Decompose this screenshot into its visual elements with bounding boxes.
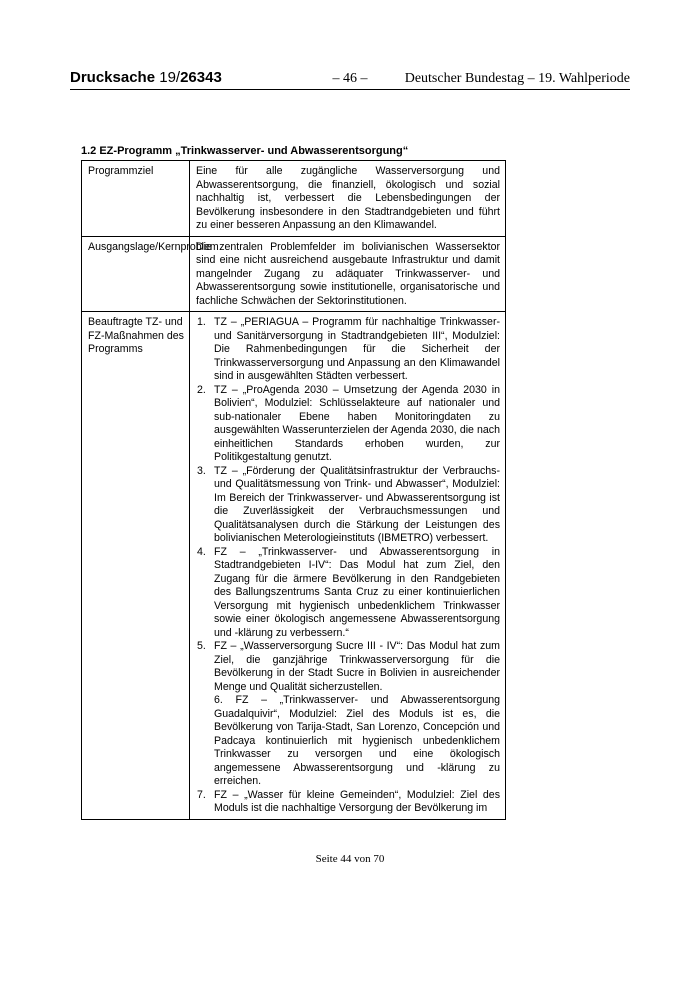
item-number: 5. [197,640,206,652]
list-item [196,640,500,789]
table-row [82,312,506,820]
item-text: FZ – „Wasserversorgung Sucre III - IV“: Das Modul hat zum Ziel, die ganzjährige Trinkwasserversorgung für die Bevölkerung in der Stadt Sucre in Bolivien in ausreichender Menge und Qualität sicherzustellen. [214,640,500,693]
drucksache-number [70,69,222,86]
item-text: TZ – „PERIAGUA – Programm für nachhaltige Trinkwasser- und Sanitärversorgung in Stadtrandgebieten III“, Modulziel: Die Rahmenbedingungen für die Sicherheit der Trinkwasserversorgung und Anpassung an den Klimawandel sind in ausgewählten Städten verbessert. [214,316,500,382]
row-text: Eine für alle zugängliche Wasserversorgung und Abwasserentsorgung, die finanziell, ökologisch und sozial nachhaltig ist, verbessert die Lebensbedingungen der Bevölkerung insbesondere in den Stadtrandgebieten und führt zu einer besseren Anpassung an den Klimawandel. [190,161,506,237]
measures-cell [190,312,506,820]
doc-number: 26343 [180,69,222,86]
item-number: 2. [197,383,206,396]
item-text-continued: 6. FZ – „Trinkwasserver- und Abwasserentsorgung Guadalquivir“, Modulziel: Ziel des Moduls ist es, die Bevölkerung von Tarija-Stadt, San Lorenzo, Concepción und Padcaya kontinuierlich mit hygienisch unbedenklichem Trinkwasser zu versorgen und eine ökologisch angemessene Abwasserentsorgung und -klärung zu erreichen. [214,694,500,787]
parliament-label: Deutscher Bundestag – 19. Wahlperiode [404,71,630,86]
item-text: FZ – „Trinkwasserver- und Abwasserentsorgung in Stadtrandgebieten I-IV“: Das Modul hat zum Ziel, den Zugang für die ärmere Bevölkerung in den Randgebieten des Ballungszentrums Santa Cruz zu einer kontinuierlichen Versorgung mit hygienisch unbedenklichem Trinkwasser sowie einer ökologisch angemessene Abwasserentsorgung und -klärung zu verbessern.“ [214,545,500,639]
item-number: 1. [197,316,206,328]
table-row [82,236,506,312]
list-item [196,465,500,546]
item-text: TZ – „Förderung der Qualitätsinfrastruktur der Verbrauchs- und Qualitätsmessung von Trink- und Abwasser“, Modulziel: Im Bereich der Trinkwasserver- und Abwasserentsorgung ist die Zuverlässigkeit der Verbrauchsmessungen und Qualitätsanalysen durch die Stärkung der Leistungen des bolivianischen Meterologieinstituts (IBMETRO) verbessert. [214,464,500,544]
page-footer: Seite 44 von 70 [315,853,385,865]
row-label: Programmziel [82,161,190,237]
program-table [81,160,506,820]
doc-number-prefix: 19/ [155,69,181,86]
item-number: 4. [197,545,206,558]
item-number: 7. [197,788,206,801]
page-marker: – 46 – [332,71,368,86]
table-row [82,161,506,237]
section-title: 1.2 EZ-Programm „Trinkwasserver- und Abwasserentsorgung“ [81,145,409,157]
list-item [196,316,500,384]
measures-list [196,316,500,816]
list-item [196,546,500,641]
row-label: Ausgangslage/Kernproblem [82,236,190,312]
item-text: TZ – „ProAgenda 2030 – Umsetzung der Agenda 2030 in Bolivien“, Modulziel: Schlüsselakteure auf nationaler und sub-nationaler Ebene haben Monitoringdaten zu ausgewählten Wasserunterzielen der Agenda 2030, die nach einheitlichen Standards erhoben wurden, zur Politikgestaltung genutzt. [214,383,500,463]
item-number: 3. [197,464,206,477]
list-item [196,384,500,465]
row-text: Die zentralen Problemfelder im bolivianischen Wassersektor sind eine nicht ausreichend ausgebaute Infrastruktur und damit mangelnder Zugang zu adäquater Trinkwasserver- und Abwasserentsorgung sowie institutionelle, organisatorische und fachliche Schwächen der Sektorinstitutionen. [190,236,506,312]
list-item [196,789,500,816]
item-text: FZ – „Wasser für kleine Gemeinden“, Modulziel: Ziel des Moduls ist die nachhaltige Versorgung der Bevölkerung im [214,788,500,814]
header-divider [70,89,630,90]
doc-label: Drucksache [70,69,156,86]
row-label: Beauftragte TZ- und FZ-Maßnahmen des Programms [82,312,190,820]
